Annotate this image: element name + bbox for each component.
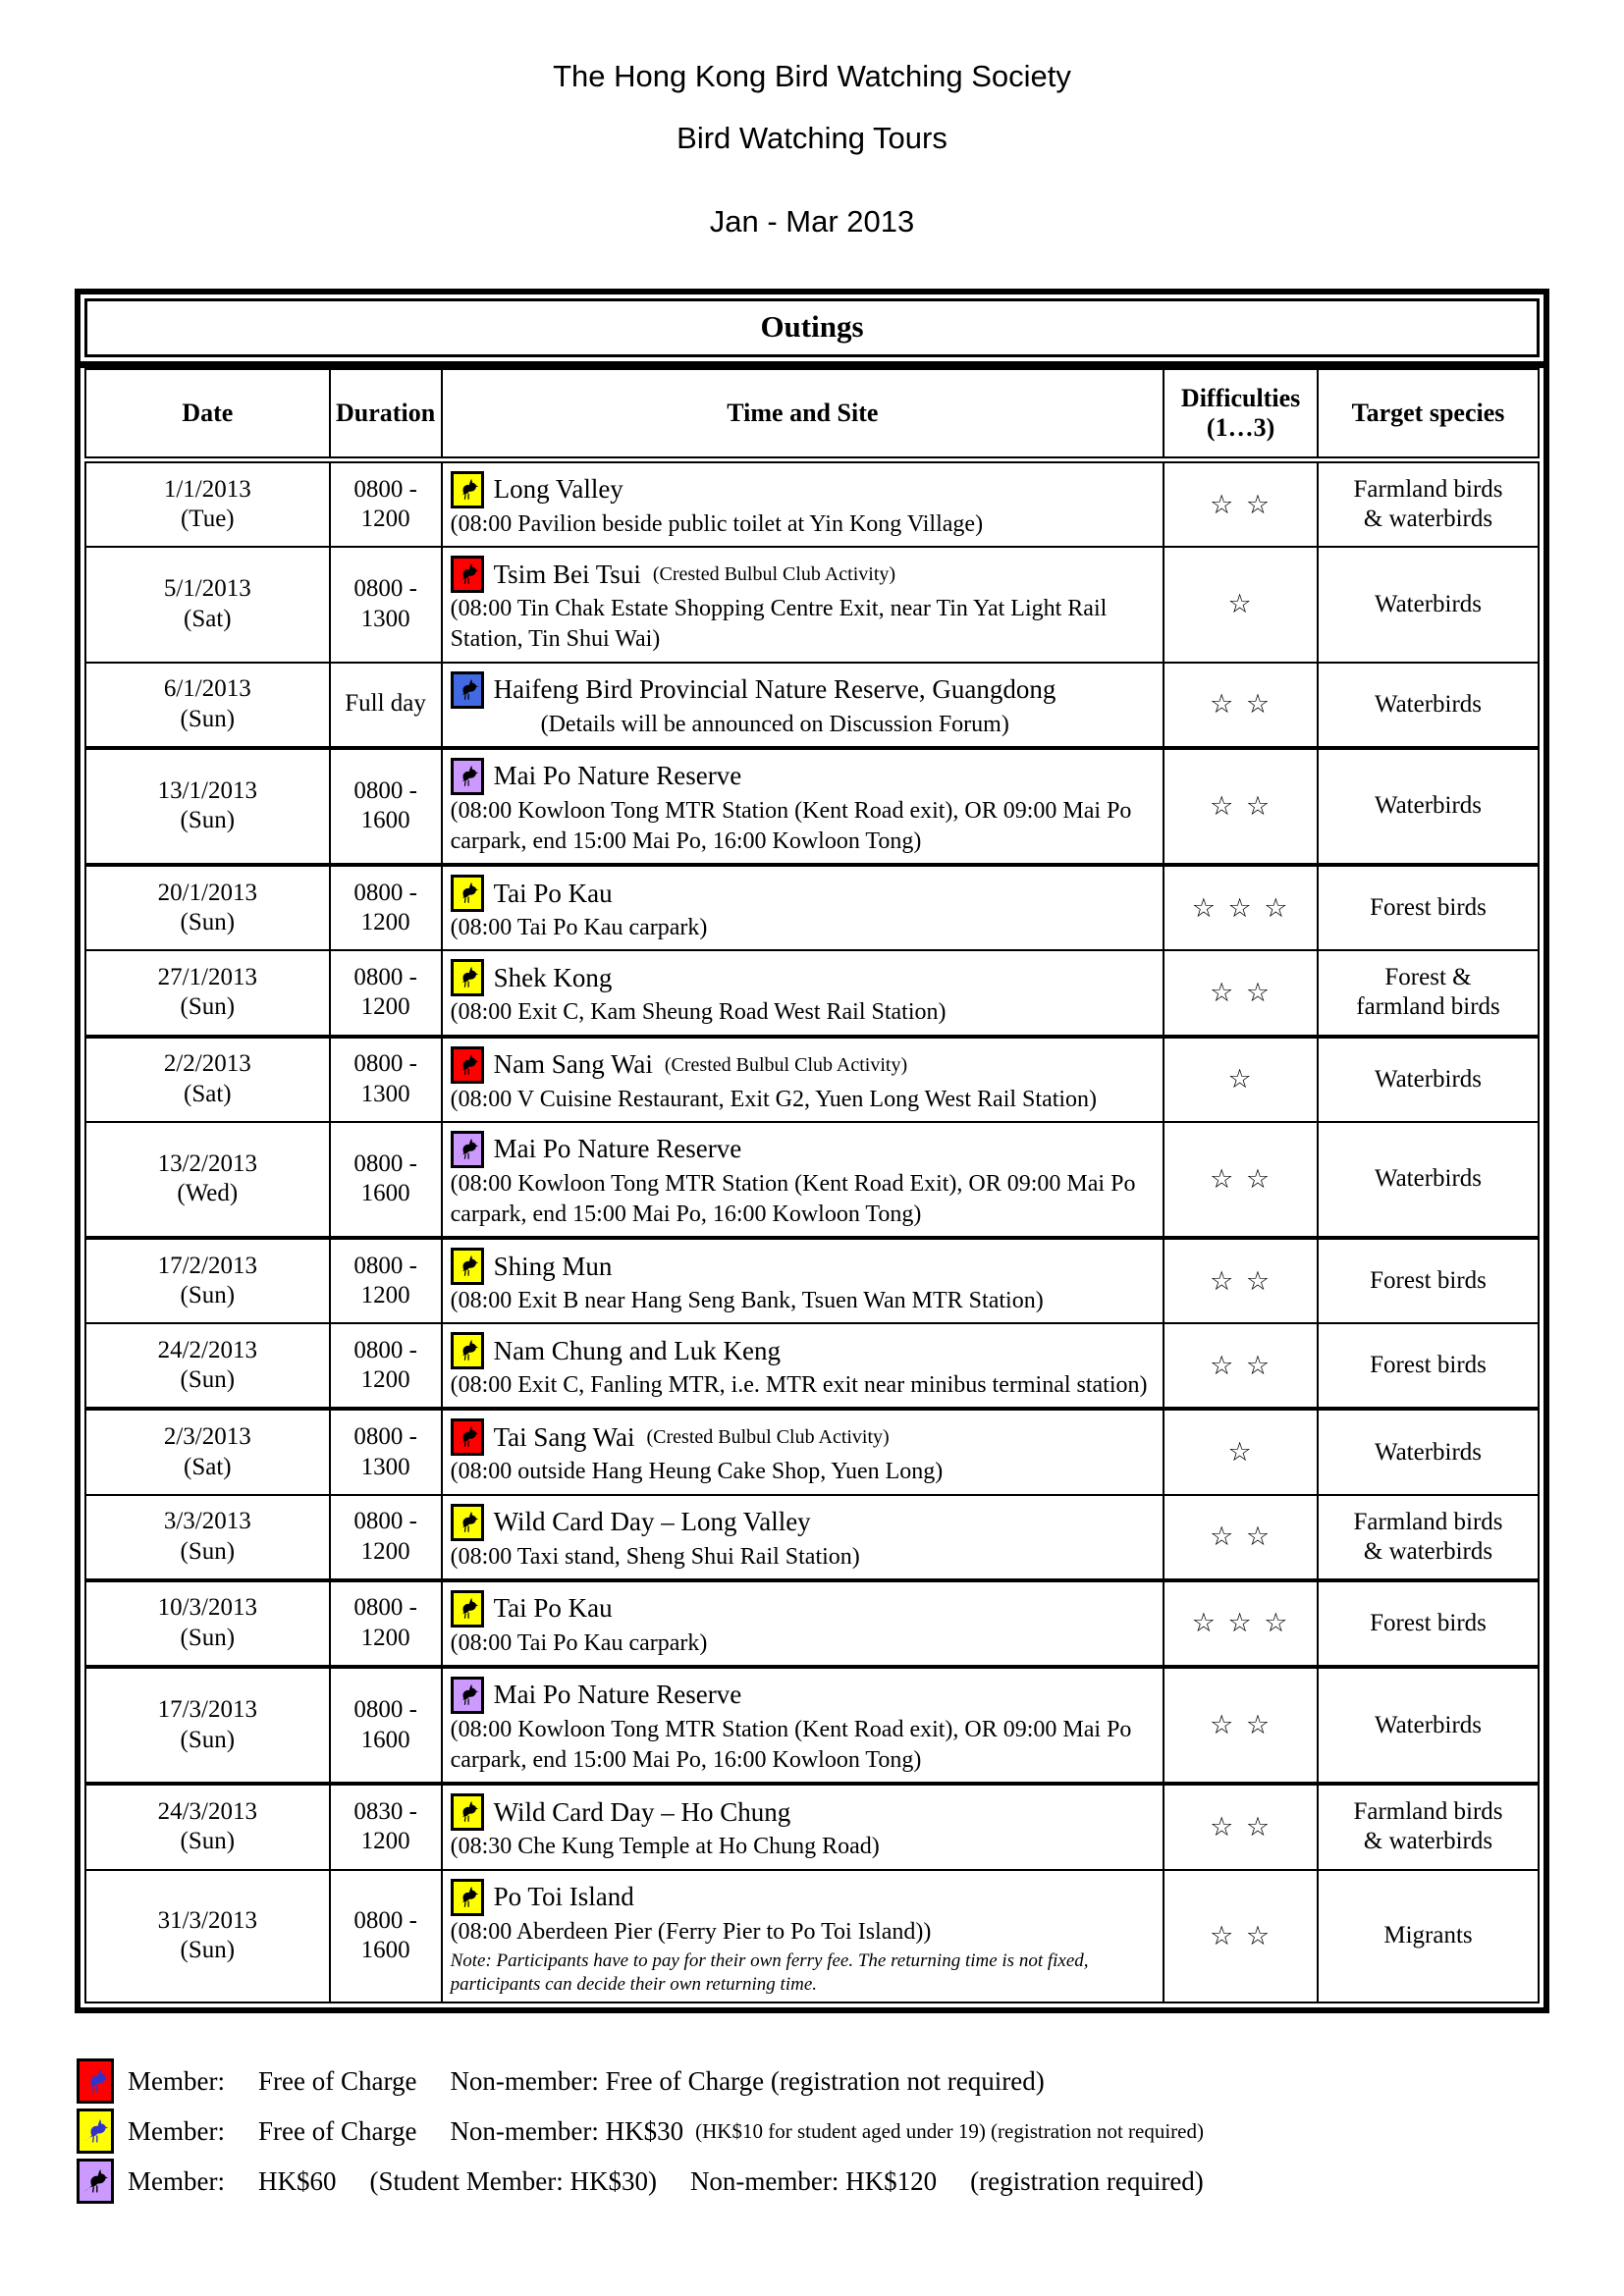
col-header-target: Target species xyxy=(1318,369,1539,460)
date-value: 10/3/2013 xyxy=(157,1594,258,1622)
difficulty-cell xyxy=(1164,1784,1318,1869)
duration-line: 1200 xyxy=(360,506,410,533)
col-header-time-site: Time and Site xyxy=(442,369,1164,460)
bird-icon xyxy=(451,1248,484,1285)
duration-line: 1600 xyxy=(360,807,410,834)
difficulty-stars: ☆ ☆ xyxy=(1210,977,1272,1008)
time-site-cell xyxy=(442,663,1164,748)
site-heading xyxy=(451,556,1156,593)
target-species-cell xyxy=(1318,1037,1539,1122)
col-header-difficulties-line1: Difficulties xyxy=(1180,384,1301,412)
weekday-value: (Sun) xyxy=(180,1726,236,1753)
table-row xyxy=(85,547,1539,662)
site-name: Wild Card Day – Ho Chung xyxy=(493,1796,791,1827)
duration-cell xyxy=(330,1122,442,1238)
duration-cell xyxy=(330,1409,442,1494)
date-cell xyxy=(85,1667,330,1784)
duration-line: 0800 - xyxy=(353,1050,417,1078)
legend-text: Non-member: Free of Charge (registration not required) xyxy=(450,2065,1045,2096)
target-species-cell xyxy=(1318,1409,1539,1494)
target-species-cell xyxy=(1318,460,1539,548)
site-name: Mai Po Nature Reserve xyxy=(493,761,742,791)
date-value: 24/3/2013 xyxy=(157,1797,258,1825)
weekday-value: (Sat) xyxy=(184,1080,232,1107)
site-detail: (08:00 outside Hang Heung Cake Shop, Yuen Long) xyxy=(450,1459,944,1485)
duration-line: 0800 - xyxy=(353,1423,417,1451)
time-site-cell xyxy=(442,1037,1164,1122)
date-value: 17/3/2013 xyxy=(157,1696,258,1724)
duration-line: 0800 - xyxy=(353,1594,417,1622)
duration-line: 0800 - xyxy=(353,1252,417,1279)
site-name: Tai Po Kau xyxy=(493,878,613,908)
table-row xyxy=(85,748,1539,865)
site-heading xyxy=(451,959,1156,996)
duration-cell xyxy=(330,1784,442,1869)
duration-line: 0800 - xyxy=(353,1906,417,1934)
date-cell xyxy=(85,1870,330,2003)
date-value: 13/2/2013 xyxy=(157,1149,258,1177)
site-name: Tai Po Kau xyxy=(493,1593,613,1624)
site-detail: (08:30 Che Kung Temple at Ho Chung Road) xyxy=(450,1834,880,1860)
weekday-value: (Sun) xyxy=(180,807,236,834)
duration-cell xyxy=(330,865,442,950)
difficulty-stars: ☆ ☆ xyxy=(1210,790,1272,822)
legend-text: (registration required) xyxy=(970,2165,1204,2196)
date-cell xyxy=(85,1122,330,1238)
page-title: The Hong Kong Bird Watching Society xyxy=(553,59,1071,93)
table-row xyxy=(85,460,1539,548)
date-value: 17/2/2013 xyxy=(157,1252,258,1279)
legend-bird-icon xyxy=(77,2058,114,2104)
site-heading xyxy=(451,1332,1156,1369)
target-species-line: Farmland birds xyxy=(1353,1798,1503,1826)
target-species-cell xyxy=(1318,1667,1539,1784)
table-row xyxy=(85,865,1539,950)
target-species-cell xyxy=(1318,950,1539,1036)
duration-cell xyxy=(330,748,442,865)
difficulty-stars: ☆ ☆ xyxy=(1210,1163,1272,1195)
site-name: Shek Kong xyxy=(493,962,613,992)
date-value: 3/3/2013 xyxy=(163,1508,251,1535)
date-value: 20/1/2013 xyxy=(157,879,258,906)
difficulty-cell xyxy=(1164,1580,1318,1667)
difficulty-cell xyxy=(1164,1667,1318,1784)
date-cell xyxy=(85,1495,330,1580)
duration-cell xyxy=(330,1870,442,2003)
legend-text: Free of Charge xyxy=(257,2065,417,2096)
site-detail: (08:00 Exit B near Hang Seng Bank, Tsuen Wan MTR Station) xyxy=(450,1288,1044,1314)
bird-icon xyxy=(451,471,484,508)
site-activity-note: (Crested Bulbul Club Activity) xyxy=(646,1426,890,1449)
bird-icon xyxy=(451,1793,484,1831)
difficulty-cell xyxy=(1164,547,1318,662)
site-detail: (08:00 Pavilion beside public toilet at Yin Kong Village) xyxy=(450,511,984,537)
bird-icon xyxy=(451,1879,484,1916)
time-site-cell xyxy=(442,865,1164,950)
legend-text: Member: xyxy=(128,2165,225,2196)
bird-icon xyxy=(451,1590,484,1628)
site-name: Mai Po Nature Reserve xyxy=(493,1680,742,1710)
legend-bird-icon xyxy=(77,2159,114,2204)
site-heading xyxy=(451,1248,1156,1285)
site-name: Tsim Bei Tsui xyxy=(493,559,641,589)
target-species-line: farmland birds xyxy=(1356,993,1500,1021)
header-row xyxy=(85,369,1539,460)
duration-line: 1200 xyxy=(360,1828,410,1855)
date-cell xyxy=(85,1037,330,1122)
legend-text: (HK$10 for student aged under 19) (registration not required) xyxy=(695,2118,1204,2143)
difficulty-stars: ☆ ☆ xyxy=(1210,1710,1272,1741)
site-detail: (08:00 Taxi stand, Sheng Shui Rail Station) xyxy=(450,1543,860,1570)
target-species-cell xyxy=(1318,1238,1539,1323)
legend-text: HK$60 xyxy=(257,2165,337,2196)
site-heading xyxy=(451,1418,1156,1456)
site-name: Haifeng Bird Provincial Nature Reserve, Guangdong xyxy=(493,674,1056,705)
date-cell xyxy=(85,1784,330,1869)
bird-icon xyxy=(451,1131,484,1168)
difficulty-cell xyxy=(1164,663,1318,748)
weekday-value: (Sun) xyxy=(180,1937,236,1964)
time-site-cell xyxy=(442,1409,1164,1494)
difficulty-stars: ☆ ☆ ☆ xyxy=(1191,892,1290,924)
target-species-line: & waterbirds xyxy=(1363,1537,1493,1565)
difficulty-stars: ☆ xyxy=(1227,1064,1254,1095)
col-header-date: Date xyxy=(85,369,330,460)
target-species-cell xyxy=(1318,1870,1539,2003)
time-site-cell xyxy=(442,547,1164,662)
duration-line: 1200 xyxy=(360,1624,410,1651)
col-header-difficulties xyxy=(1164,369,1318,460)
site-heading xyxy=(451,1131,1156,1168)
legend-item xyxy=(77,2058,1624,2104)
site-name: Nam Sang Wai xyxy=(493,1048,653,1079)
target-species-line: Forest birds xyxy=(1370,894,1487,922)
target-species-line: Waterbirds xyxy=(1374,792,1483,820)
table-row xyxy=(85,1495,1539,1580)
weekday-value: (Sun) xyxy=(180,909,236,936)
target-species-line: Farmland birds xyxy=(1353,1508,1503,1535)
weekday-value: (Sun) xyxy=(180,1828,236,1855)
duration-line: 0800 - xyxy=(353,1508,417,1535)
site-detail: (08:00 Kowloon Tong MTR Station (Kent Road exit), OR 09:00 Mai Po carpark, end 15:00 Mai Po, 16:00 Kowloon Tong) xyxy=(450,797,1132,854)
difficulty-stars: ☆ ☆ xyxy=(1210,1920,1272,1951)
target-species-cell xyxy=(1318,1495,1539,1580)
target-species-line: & waterbirds xyxy=(1363,506,1493,533)
legend-text: Non-member: HK$120 xyxy=(689,2165,938,2196)
duration-cell xyxy=(330,1580,442,1667)
difficulty-cell xyxy=(1164,1037,1318,1122)
time-site-cell xyxy=(442,1870,1164,2003)
time-site-cell xyxy=(442,1323,1164,1409)
difficulty-cell xyxy=(1164,460,1318,548)
date-value: 1/1/2013 xyxy=(163,475,251,503)
site-detail: (Details will be announced on Discussion Forum) xyxy=(540,711,1009,737)
site-name: Tai Sang Wai xyxy=(493,1421,635,1452)
date-value: 24/2/2013 xyxy=(157,1336,258,1363)
legend-text: Non-member: HK$30 xyxy=(450,2115,684,2146)
weekday-value: (Tue) xyxy=(180,506,235,533)
table-row xyxy=(85,1238,1539,1323)
site-activity-note: (Crested Bulbul Club Activity) xyxy=(652,563,896,586)
duration-line: 1200 xyxy=(360,1537,410,1565)
site-name: Mai Po Nature Reserve xyxy=(493,1134,742,1164)
col-header-difficulties-line2: (1…3) xyxy=(1206,413,1275,442)
site-heading xyxy=(451,1793,1156,1831)
difficulty-stars: ☆ ☆ xyxy=(1210,489,1272,520)
date-cell xyxy=(85,1580,330,1667)
site-detail: (08:00 Tin Chak Estate Shopping Centre Exit, near Tin Yat Light Rail Station, Tin Shui Wai) xyxy=(450,596,1108,653)
table-row xyxy=(85,1037,1539,1122)
weekday-value: (Sat) xyxy=(184,1453,232,1480)
date-value: 13/1/2013 xyxy=(157,776,258,804)
site-heading xyxy=(451,1590,1156,1628)
duration-line: 1600 xyxy=(360,1180,410,1207)
bird-icon xyxy=(451,1677,484,1714)
duration-line: 0800 - xyxy=(353,963,417,990)
legend-bird-icon xyxy=(77,2109,114,2154)
site-name: Wild Card Day – Long Valley xyxy=(493,1507,811,1537)
duration-cell xyxy=(330,663,442,748)
table-caption: Outings xyxy=(84,298,1540,357)
duration-cell xyxy=(330,547,442,662)
table-row xyxy=(85,1870,1539,2003)
difficulty-cell xyxy=(1164,1495,1318,1580)
caption-separator xyxy=(81,361,1543,368)
date-value: 2/2/2013 xyxy=(163,1050,251,1078)
date-cell xyxy=(85,460,330,548)
duration-cell xyxy=(330,1037,442,1122)
duration-line: 0800 - xyxy=(353,879,417,906)
target-species-line: Waterbirds xyxy=(1374,690,1483,718)
difficulty-stars: ☆ ☆ ☆ xyxy=(1191,1608,1290,1639)
site-heading xyxy=(451,671,1156,709)
date-cell xyxy=(85,748,330,865)
time-site-cell xyxy=(442,1122,1164,1238)
time-site-cell xyxy=(442,1667,1164,1784)
time-site-cell xyxy=(442,748,1164,865)
bird-icon xyxy=(451,1418,484,1456)
weekday-value: (Sun) xyxy=(180,705,236,732)
fee-legend xyxy=(77,2058,1624,2204)
target-species-cell xyxy=(1318,1122,1539,1238)
weekday-value: (Sat) xyxy=(184,605,232,632)
site-activity-note: (Crested Bulbul Club Activity) xyxy=(664,1053,908,1076)
table-row xyxy=(85,1784,1539,1869)
target-species-cell xyxy=(1318,1323,1539,1409)
weekday-value: (Sun) xyxy=(180,1366,236,1394)
date-cell xyxy=(85,1409,330,1494)
duration-line: 0800 - xyxy=(353,575,417,603)
duration-line: 1200 xyxy=(360,1366,410,1394)
target-species-line: Forest birds xyxy=(1370,1352,1487,1379)
time-site-cell xyxy=(442,1784,1164,1869)
target-species-cell xyxy=(1318,865,1539,950)
weekday-value: (Sun) xyxy=(180,1537,236,1565)
period-label: Jan - Mar 2013 xyxy=(709,204,915,239)
duration-line: 1200 xyxy=(360,1282,410,1309)
difficulty-stars: ☆ xyxy=(1227,1437,1254,1468)
date-cell xyxy=(85,547,330,662)
target-species-cell xyxy=(1318,1580,1539,1667)
difficulty-cell xyxy=(1164,1122,1318,1238)
outings-rows xyxy=(85,460,1539,2003)
weekday-value: (Sun) xyxy=(180,1282,236,1309)
site-heading xyxy=(451,1504,1156,1541)
duration-line: 0800 - xyxy=(353,475,417,503)
target-species-cell xyxy=(1318,748,1539,865)
time-site-cell xyxy=(442,1238,1164,1323)
date-value: 6/1/2013 xyxy=(163,675,251,703)
duration-line: 1300 xyxy=(360,1080,410,1107)
site-name: Shing Mun xyxy=(493,1251,613,1281)
target-species-cell xyxy=(1318,663,1539,748)
duration-line: 0830 - xyxy=(353,1797,417,1825)
table-row xyxy=(85,1323,1539,1409)
target-species-line: Waterbirds xyxy=(1374,1065,1483,1093)
table-row xyxy=(85,950,1539,1036)
title-block xyxy=(0,0,1624,240)
legend-text: Member: xyxy=(128,2115,225,2146)
difficulty-stars: ☆ ☆ xyxy=(1210,1350,1272,1381)
site-detail: (08:00 Tai Po Kau carpark) xyxy=(450,1629,708,1656)
target-species-line: Migrants xyxy=(1383,1922,1473,1949)
site-heading xyxy=(451,758,1156,795)
bird-icon xyxy=(451,1332,484,1369)
duration-line: 0800 - xyxy=(353,776,417,804)
legend-text: Free of Charge xyxy=(257,2115,417,2146)
site-detail: (08:00 Exit C, Kam Sheung Road West Rail Station) xyxy=(450,999,947,1026)
bird-icon xyxy=(451,875,484,912)
target-species-line: Forest birds xyxy=(1370,1267,1487,1295)
duration-line: 1300 xyxy=(360,1453,410,1480)
difficulty-cell xyxy=(1164,1238,1318,1323)
site-name: Po Toi Island xyxy=(493,1882,634,1912)
duration-cell xyxy=(330,1495,442,1580)
date-value: 5/1/2013 xyxy=(163,575,251,603)
duration-line: 1200 xyxy=(360,993,410,1021)
outings-table xyxy=(84,368,1540,2003)
time-site-cell xyxy=(442,950,1164,1036)
legend-text: Member: xyxy=(128,2065,225,2096)
time-site-cell xyxy=(442,1580,1164,1667)
target-species-cell xyxy=(1318,547,1539,662)
time-site-cell xyxy=(442,1495,1164,1580)
target-species-line: Forest & xyxy=(1384,964,1472,991)
bird-icon xyxy=(451,671,484,709)
date-cell xyxy=(85,865,330,950)
site-detail: (08:00 Kowloon Tong MTR Station (Kent Road Exit), OR 09:00 Mai Po carpark, end 15:00 Mai Po, 16:00 Kowloon Tong) xyxy=(450,1170,1136,1227)
weekday-value: (Sun) xyxy=(180,1624,236,1651)
bird-icon xyxy=(451,959,484,996)
weekday-value: (Sun) xyxy=(180,993,236,1021)
difficulty-cell xyxy=(1164,1870,1318,2003)
site-detail: (08:00 Exit C, Fanling MTR, i.e. MTR exit near minibus terminal station) xyxy=(450,1372,1148,1399)
target-species-line: Waterbirds xyxy=(1374,590,1483,617)
duration-line: 0800 - xyxy=(353,1696,417,1724)
weekday-value: (Wed) xyxy=(177,1180,239,1207)
table-row xyxy=(85,1667,1539,1784)
date-cell xyxy=(85,1238,330,1323)
difficulty-cell xyxy=(1164,865,1318,950)
site-name: Long Valley xyxy=(493,474,623,505)
date-cell xyxy=(85,663,330,748)
site-heading xyxy=(451,1879,1156,1916)
outings-table-frame xyxy=(75,289,1549,2013)
target-species-line: Forest birds xyxy=(1370,1609,1487,1636)
target-species-line: Waterbirds xyxy=(1374,1438,1483,1466)
duration-cell xyxy=(330,1323,442,1409)
site-heading xyxy=(451,471,1156,508)
table-row xyxy=(85,663,1539,748)
duration-line: 1600 xyxy=(360,1726,410,1753)
date-cell xyxy=(85,950,330,1036)
duration-cell xyxy=(330,950,442,1036)
site-heading xyxy=(451,875,1156,912)
site-heading xyxy=(451,1677,1156,1714)
ferry-note: Note: Participants have to pay for their own ferry fee. The returning time is not fixed, participants can decide their own returning time. xyxy=(450,1949,1089,1995)
difficulty-stars: ☆ ☆ xyxy=(1210,1522,1272,1553)
difficulty-stars: ☆ ☆ xyxy=(1210,1811,1272,1842)
site-detail: (08:00 Kowloon Tong MTR Station (Kent Road exit), OR 09:00 Mai Po carpark, end 15:00 Mai Po, 16:00 Kowloon Tong) xyxy=(450,1717,1132,1774)
target-species-line: & waterbirds xyxy=(1363,1828,1493,1855)
duration-line: 1600 xyxy=(360,1937,410,1964)
difficulty-cell xyxy=(1164,1323,1318,1409)
site-detail: (08:00 Tai Po Kau carpark) xyxy=(450,915,708,941)
duration-cell xyxy=(330,1667,442,1784)
duration-line: Full day xyxy=(345,690,426,718)
legend-text: (Student Member: HK$30) xyxy=(369,2165,657,2196)
target-species-line: Farmland birds xyxy=(1353,476,1503,504)
date-value: 27/1/2013 xyxy=(157,963,258,990)
col-header-duration: Duration xyxy=(330,369,442,460)
duration-line: 0800 - xyxy=(353,1336,417,1363)
duration-line: 0800 - xyxy=(353,1149,417,1177)
date-cell xyxy=(85,1323,330,1409)
table-row xyxy=(85,1122,1539,1238)
legend-item xyxy=(77,2109,1624,2154)
difficulty-stars: ☆ ☆ xyxy=(1210,689,1272,721)
difficulty-cell xyxy=(1164,748,1318,865)
duration-cell xyxy=(330,1238,442,1323)
duration-cell xyxy=(330,460,442,548)
target-species-cell xyxy=(1318,1784,1539,1869)
legend-item xyxy=(77,2159,1624,2204)
duration-line: 1300 xyxy=(360,605,410,632)
site-name: Nam Chung and Luk Keng xyxy=(493,1335,782,1365)
target-species-line: Waterbirds xyxy=(1374,1165,1483,1193)
table-row xyxy=(85,1580,1539,1667)
site-detail: (08:00 V Cuisine Restaurant, Exit G2, Yuen Long West Rail Station) xyxy=(450,1086,1098,1112)
bird-icon xyxy=(451,556,484,593)
bird-icon xyxy=(451,1046,484,1084)
page-subtitle: Bird Watching Tours xyxy=(677,121,947,155)
target-species-line: Waterbirds xyxy=(1374,1711,1483,1738)
bird-icon xyxy=(451,1504,484,1541)
bird-icon xyxy=(451,758,484,795)
difficulty-cell xyxy=(1164,1409,1318,1494)
date-value: 31/3/2013 xyxy=(157,1906,258,1934)
site-heading xyxy=(451,1046,1156,1084)
difficulty-stars: ☆ xyxy=(1227,589,1254,620)
site-detail: (08:00 Aberdeen Pier (Ferry Pier to Po Toi Island)) xyxy=(450,1918,932,1945)
date-value: 2/3/2013 xyxy=(163,1423,251,1451)
difficulty-cell xyxy=(1164,950,1318,1036)
difficulty-stars: ☆ ☆ xyxy=(1210,1265,1272,1297)
duration-line: 1200 xyxy=(360,909,410,936)
time-site-cell xyxy=(442,460,1164,548)
table-row xyxy=(85,1409,1539,1494)
